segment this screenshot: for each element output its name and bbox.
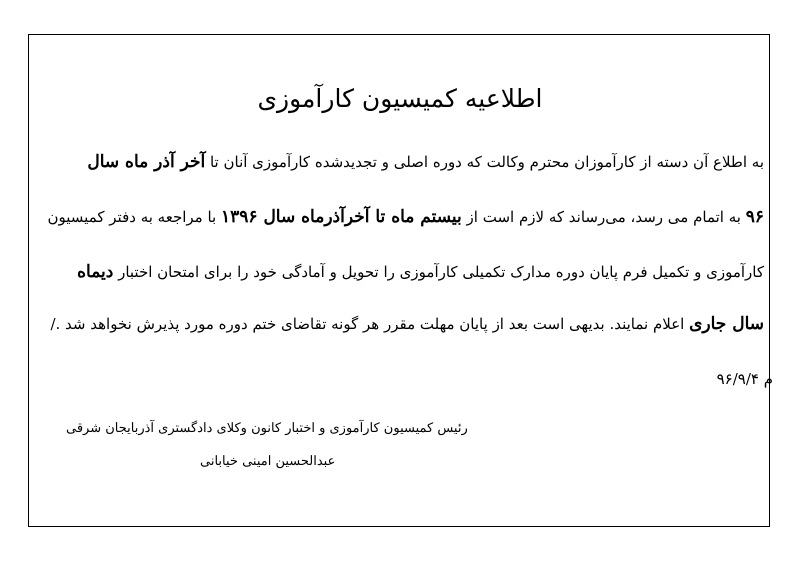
signature-name: عبدالحسین امینی خیابانی — [200, 454, 336, 469]
notice-line-3 — [36, 262, 764, 282]
line4-bold: سال جاری — [689, 314, 764, 334]
line2-text-a: به اتمام می رسد، می‌رساند که لازم است از — [461, 208, 746, 226]
notice-line-4 — [36, 314, 764, 334]
line4-text: اعلام نمایند. بدیهی است بعد از پایان مهلت مقرر هر گونه تقاضای ختم دوره مورد پذیرش نخواهد شد ./ — [50, 315, 690, 333]
line3-bold: دیماه — [77, 262, 114, 282]
notice-title: اطلاعیه کمیسیون کارآموزی — [257, 84, 543, 113]
line1-bold: آخر آذر ماه سال — [87, 152, 206, 172]
line2-bold-start: ۹۶ — [745, 207, 764, 227]
notice-date: م ۹۶/۹/۴ — [716, 370, 773, 388]
line1-text: به اطلاع آن دسته از کارآموزان محترم وکالت که دوره اصلی و تجدیدشده کارآموزی آنان تا — [205, 153, 764, 171]
notice-line-2 — [36, 207, 764, 227]
signature-title: رئیس کمیسیون کارآموزی و اختبار کانون وکلای دادگستری آذربایجان شرقی — [66, 421, 468, 436]
line3-text: کارآموزی و تکمیل فرم پایان دوره مدارک تکمیلی کارآموزی را تحویل و آمادگی خود را برای امتحان اختبار — [113, 263, 764, 281]
line2-text-b: با مراجعه به دفتر کمیسیون — [47, 208, 221, 226]
notice-line-1 — [36, 152, 764, 172]
line2-bold: بیستم ماه تا آخرآذرماه سال ۱۳۹۶ — [221, 207, 462, 227]
